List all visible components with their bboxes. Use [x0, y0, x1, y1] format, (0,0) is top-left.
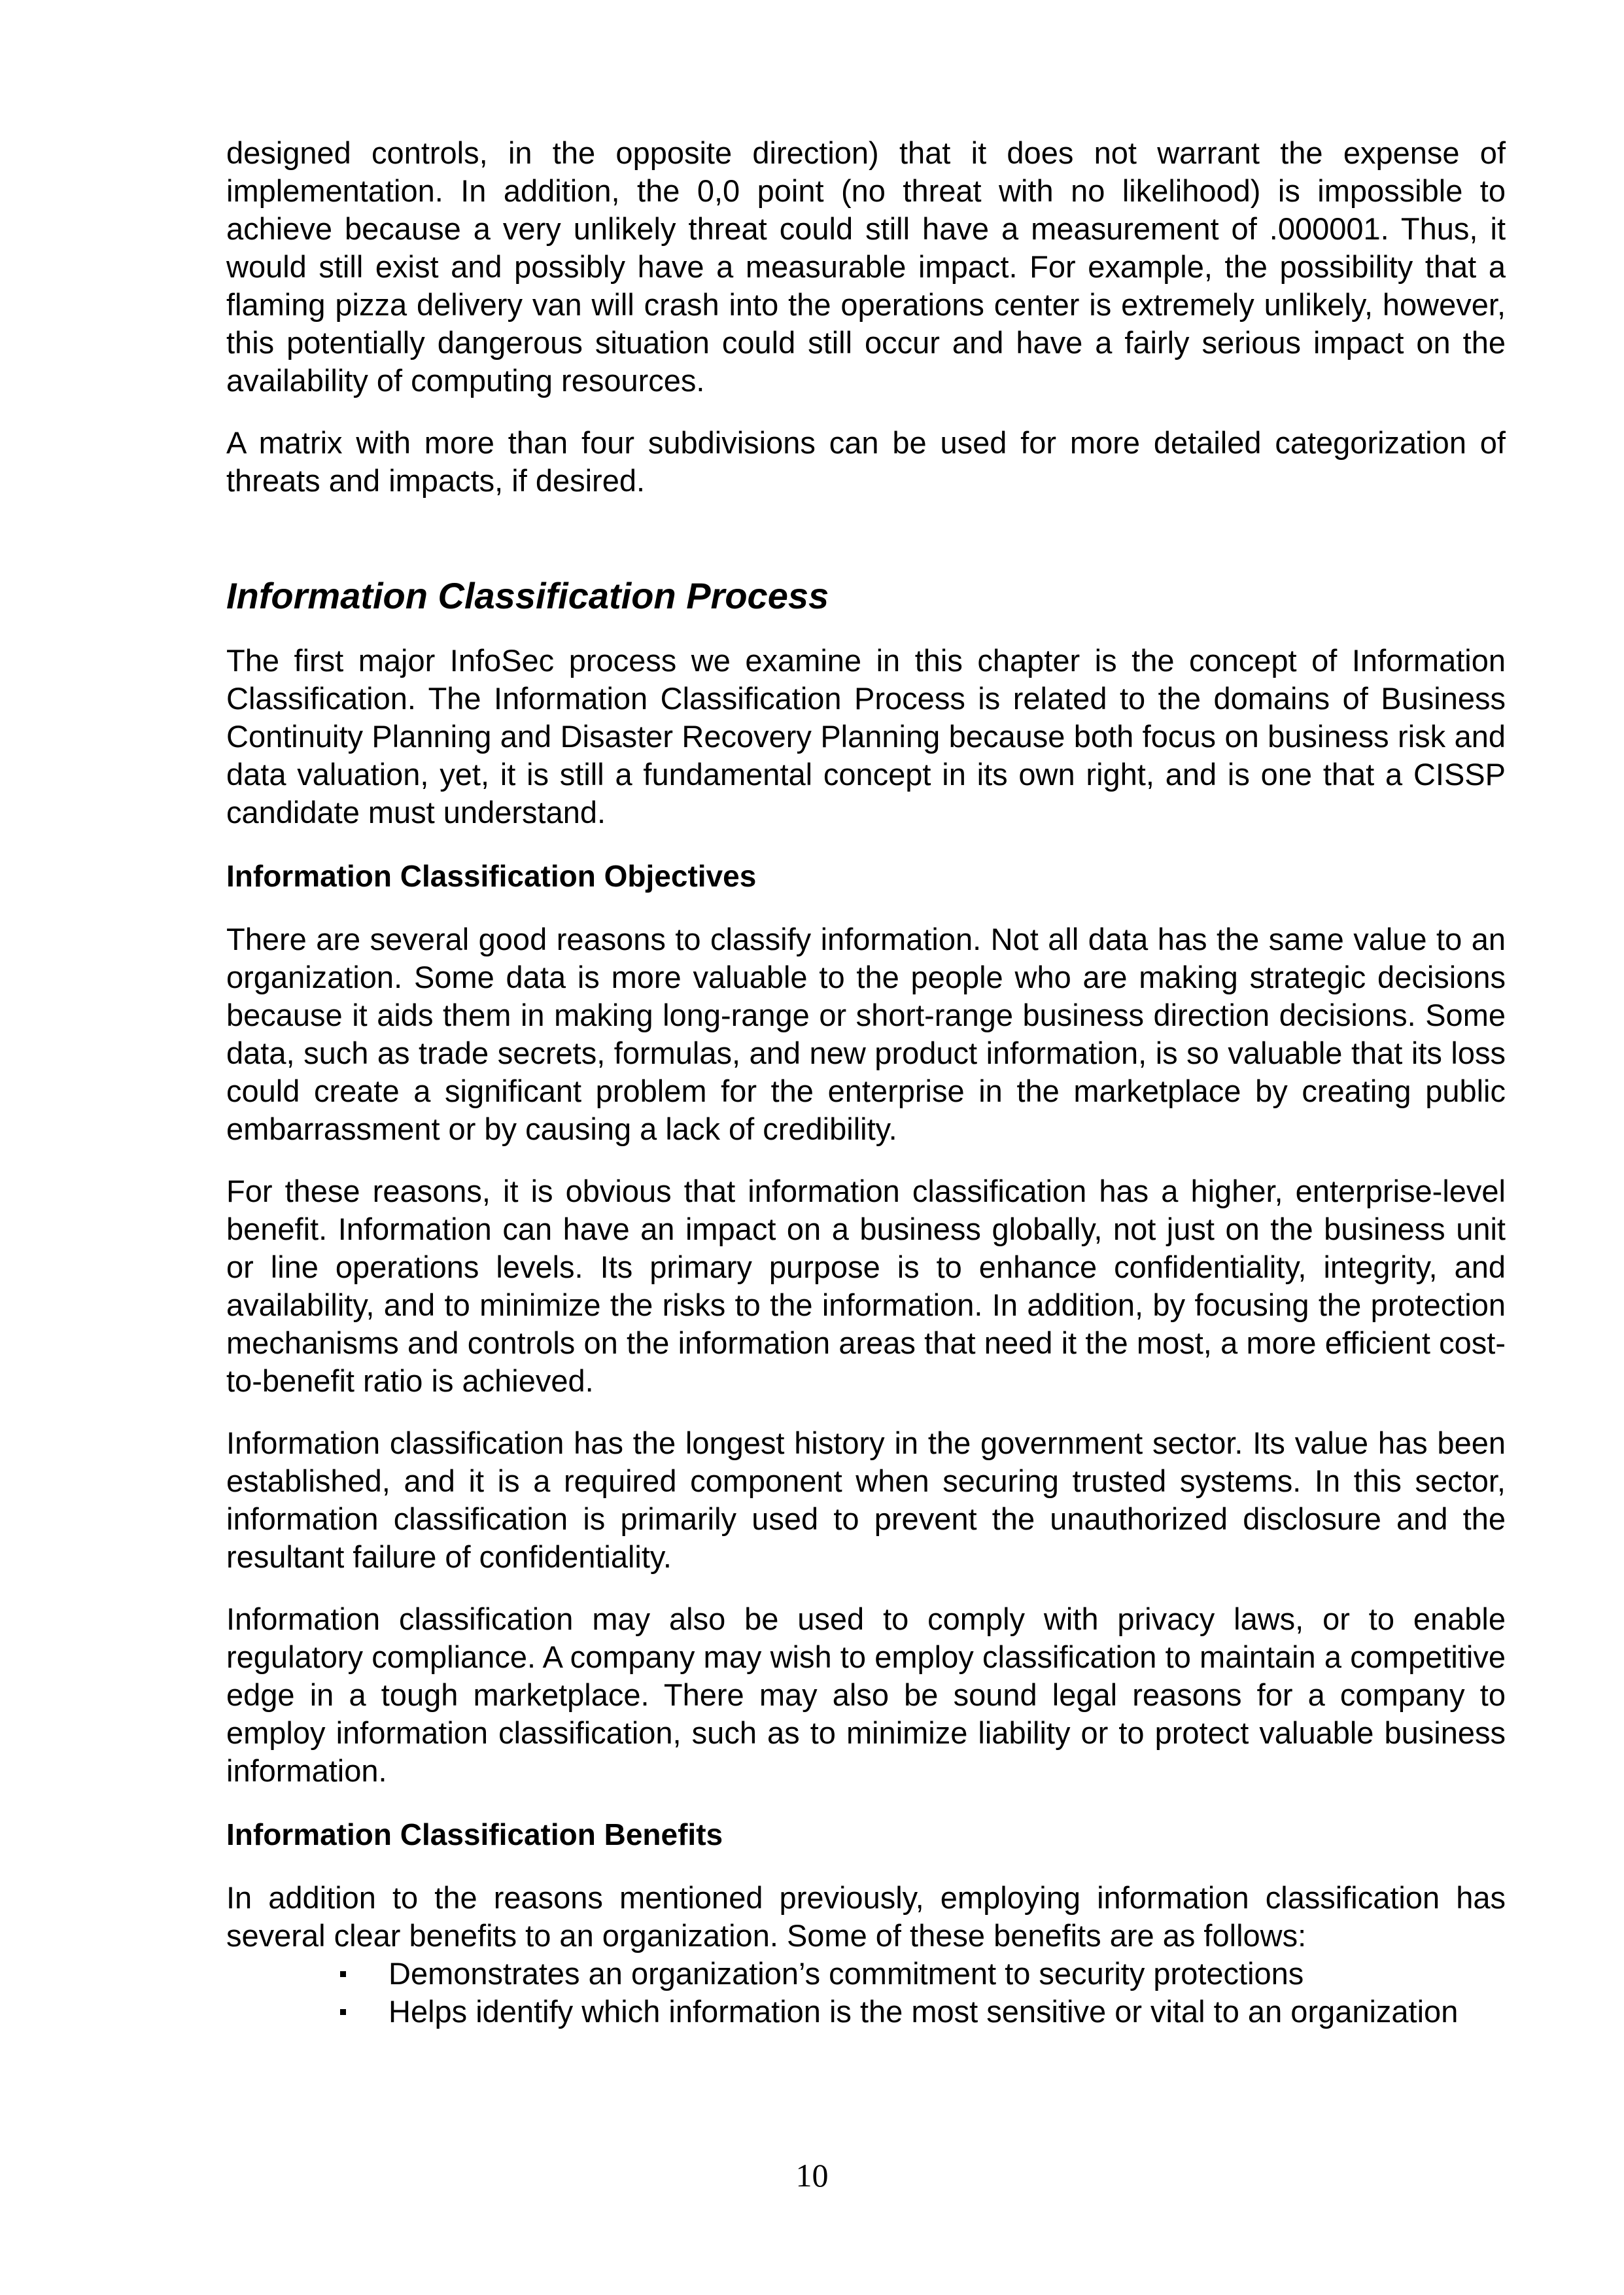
square-bullet-icon [340, 1971, 346, 1977]
objectives-paragraph-3: Information classification has the longest history in the government sector. Its value has been established, and it is a required component when securing trusted systems. In this sector, information classification is primarily used to prevent the unauthorized disclosure and the resultant failure of confidentiality. [226, 1426, 1506, 1574]
page-content [226, 134, 1506, 2031]
objectives-paragraph-1: There are several good reasons to classify information. Not all data has the same value to an organization. Some data is more valuable to the people who are making strategic decisions because it aids them in making long-range or short-range business direction decisions. Some data, such as trade secrets, formulas, and new product information, is so valuable that its loss could create a significant problem for the enterprise in the marketplace by creating public embarrassment or by causing a lack of credibility. [226, 922, 1506, 1146]
objectives-heading: Information Classification Objectives [226, 859, 757, 893]
square-bullet-icon [340, 2009, 346, 2015]
benefits-heading: Information Classification Benefits [226, 1817, 723, 1851]
benefits-list [226, 1955, 1506, 2031]
benefits-intro-paragraph: In addition to the reasons mentioned previously, employing information classification has several clear benefits to an organization. Some of these benefits are as follows: [226, 1880, 1506, 1953]
section-intro-paragraph: The first major InfoSec process we examine in this chapter is the concept of Information Classification. The Information Classification Process is related to the domains of Business Continuity Planning and Disaster Recovery Planning because both focus on business risk and data valuation, yet, it is still a fundamental concept in its own right, and is one that a CISSP candidate must understand. [226, 643, 1506, 830]
list-item-text: Demonstrates an organization’s commitment to security protections [389, 1956, 1304, 1991]
paragraph-continued: designed controls, in the opposite direction) that it does not warrant the expense of implementation. In addition, the 0,0 point (no threat with no likelihood) is impossible to achieve because a very unlikely threat could still have a measurement of .000001. Thus, it would still exist and possibly have a measurable impact. For example, the possibility that a flaming pizza delivery van will crash into the operations center is extremely unlikely, however, this potentially dangerous situation could still occur and have a fairly serious impact on the availability of computing resources. [226, 135, 1506, 398]
objectives-paragraph-2: For these reasons, it is obvious that information classification has a higher, enterprise-level benefit. Information can have an impact on a business globally, not just on the business unit or line operations levels. Its primary purpose is to enhance confidentiality, integrity, and availability, and to minimize the risks to the information. In addition, by focusing the protection mechanisms and controls on the information areas that need it the most, a more efficient cost-to-benefit ratio is achieved. [226, 1174, 1506, 1398]
list-item [226, 1955, 1506, 1993]
objectives-paragraph-4: Information classification may also be used to comply with privacy laws, or to enable regulatory compliance. A company may wish to employ classification to maintain a competitive edge in a tough marketplace. There may also be sound legal reasons for a company to employ information classification, such as to minimize liability or to protect valuable business information. [226, 1602, 1506, 1788]
page-number: 10 [795, 2157, 829, 2194]
paragraph-matrix: A matrix with more than four subdivisions can be used for more detailed categorization of threats and impacts, if desired. [226, 425, 1506, 498]
section-heading: Information Classification Process [226, 575, 829, 616]
list-item-text: Helps identify which information is the most sensitive or vital to an organization [389, 1994, 1459, 2029]
list-item [226, 1993, 1506, 2031]
